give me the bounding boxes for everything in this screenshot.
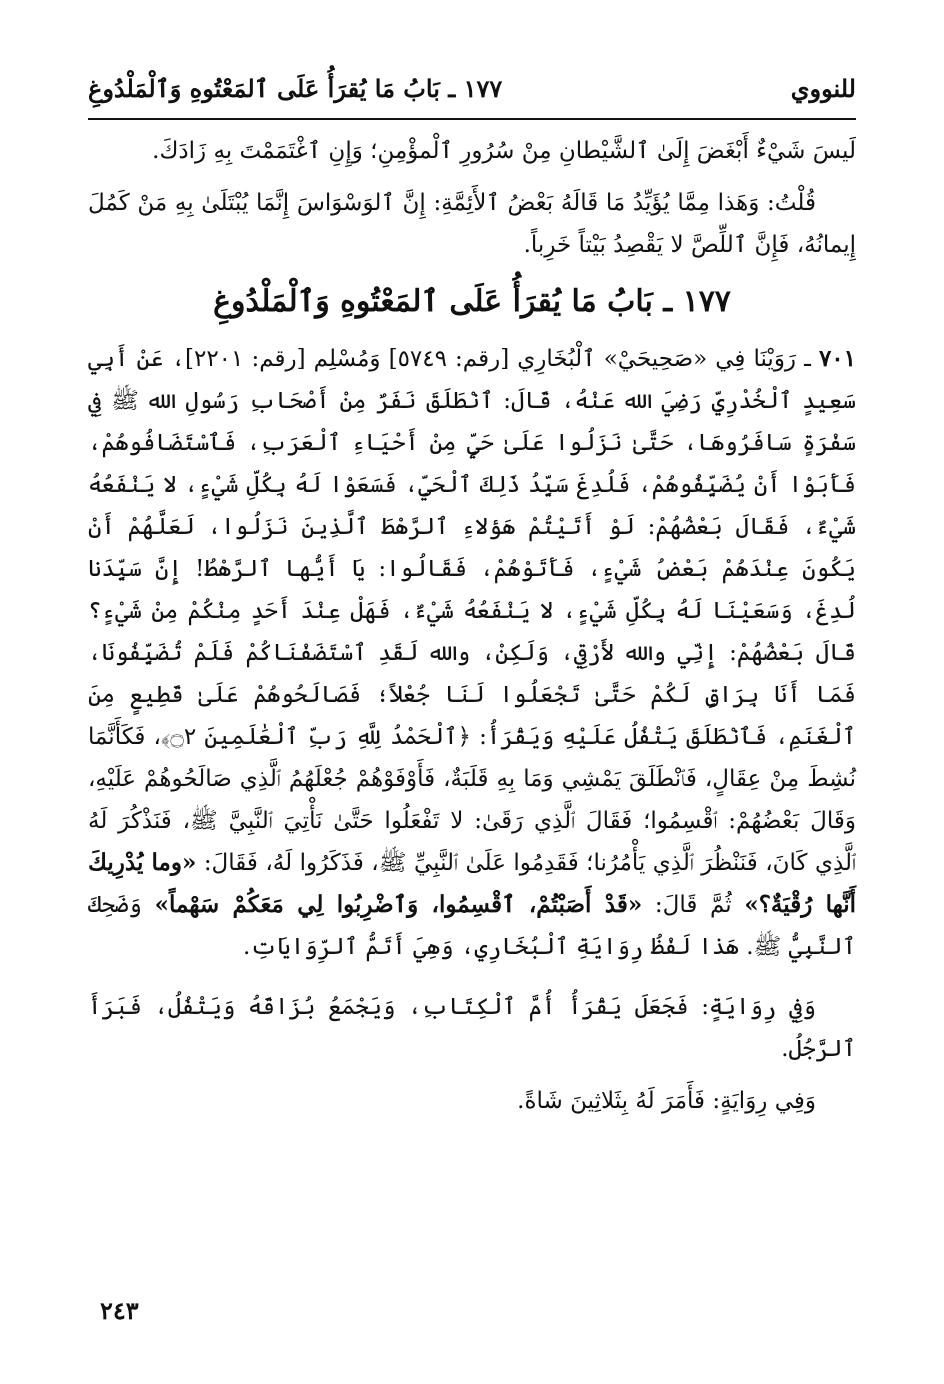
spacer	[88, 1070, 856, 1080]
paragraph-commentary: قُلْتُ: وَهَذا مِمَّا يُؤَيِّدُ مَا قَالَهُ بَعْضُ ٱلأَئِمَّةِ: إِنَّ ٱلوَسْوَاسَ إِنَّمَا يُبْتَلَىٰ بِهِ مَنْ كَمُلَ إِيمانُهُ، فَإِنَّ ٱللِّصَّ لا يَقْصِدُ بَيْتاً خَرِباً.	[88, 190, 856, 258]
header-author: للنووي	[790, 73, 856, 103]
hadith-narration: ـ رَوَيْنَا فِي «صَحِيحَيْ» ٱلْبُخَارِي [رقم: ٥٧٤٩] وَمُسْلِم [رقم: ٢٢٠١]، عَنْ أَبِي سَعِيدٍ ٱلْخُدْرِيِّ رَضِيَ الله عَنْهُ، قَالَ: ٱنْطَلَقَ نَفَرٌ مِنْ أَصْحَابِ رَسُولِ الله ﷺ فِي سَفْرَةٍ سَافَرُوهَا، حَتَّىٰ نَزَلُوا عَلَىٰ حَيٍّ مِنْ أَحْيَاءِ ٱلْعَرَبِ، فَٱسْتَضَافُوهُمْ، فَأَبَوْا أَنْ يُضَيِّفُوهُمْ، فَلُدِغَ سَيِّدُ ذَلِكَ ٱلْحَيِّ، فَسَعَوْا لَهُ بِكُلِّ شَيْءٍ، لا يَنْفَعُهُ شَيْءٌ، فَقَالَ بَعْضُهُمْ: لَوْ أَتَيْتُمْ هَؤلاءِ ٱلرَّهْطَ ٱلَّذِينَ نَزَلُوا، لَعَلَّهُمْ أَنْ يَكُونَ عِنْدَهُمْ بَعْضُ شَيْءٍ، فَأَتَوْهُمْ، فَقَالُوا: يَا أَيُّها ٱلرَّهْطُ! إِنَّ سَيِّدَنا لُدِغَ، وَسَعَيْنَا لَهُ بِكُلِّ شَيْءٍ، لا يَنْفَعُهُ شَيْءٌ، فَهَلْ عِنْدَ أَحَدٍ مِنْكُمْ مِنْ شَيْءٍ؟ قَالَ بَعْضُهُمْ: إِنِّي والله لأَرْقِي، وَلَكِنْ، والله لَقَدِ ٱسْتَضَفْنَاكُمْ فَلَمْ تُضَيِّفُونَا، فَمَا أَنَا بِرَاقٍ لَكُمْ حَتَّىٰ تَجْعَلُوا لَنَا جُعْلاً؛ فَصَالَحُوهُمْ عَلَىٰ قَطِيعٍ مِنَ ٱلْغَنَمِ، فَٱنْطَلَقَ يَتْفُلُ عَلَيْهِ وَيَقْرَأُ: ﴿ٱلْحَمْدُ لِلَّهِ رَبِّ ٱلْعَٰلَمِينَ ۝٢﴾، فَكَأَنَّمَا نُشِطَ مِنْ عِقَالٍ، فَٱنْطَلَقَ يَمْشِي وَمَا بِهِ قَلَبَةٌ، فَأَوْفَوْهُمْ جُعْلَهُمُ ٱلَّذِي صَالَحُوهُمْ عَلَيْهِ، وَقَالَ بَعْضُهُمْ: ٱقْسِمُوا؛ فَقَالَ ٱلَّذِي رَقَىٰ: لا تَفْعَلُوا حَتَّىٰ نَأْتِيَ ٱلنَّبِيَّ ﷺ، فَنَذْكُرَ لَهُ ٱلَّذِي كَانَ، فَنَنْظُرَ ٱلَّذِي يَأْمُرُنا؛ فَقَدِمُوا عَلَىٰ ٱلنَّبِيِّ ﷺ، فَذَكَرُوا لَهُ، فَقَالَ:	[88, 346, 856, 876]
hadith-connector: ثُمَّ قَالَ:	[654, 892, 732, 918]
hadith-paragraph	[88, 338, 856, 968]
page-number: ٢٤٣	[100, 1296, 139, 1325]
prophet-quote-1: «وما يُدْرِيكَ أَنَّها رُقْيَةٌ؟»	[88, 849, 857, 918]
hadith-number: ٧٠١	[818, 345, 856, 372]
spacer	[88, 968, 856, 986]
paragraph-continuation: لَيسَ شَيْءٌ أَبْغَضَ إِلَىٰ ٱلشَّيْطانِ مِنْ سُرُورِ ٱلْمؤْمِنِ؛ وَإِنِ ٱغْتَمَمْتَ بِهِ زَادَكَ.	[152, 138, 856, 164]
hadith-ending: وَضَحِكَ ٱلنَّبِيُّ ﷺ. هَذا لَفْظُ رِوَايَةِ ٱلْبُخَارِي، وَهِيَ أَتَمُّ ٱلرِّوَايَاتِ.	[88, 892, 856, 960]
riwaya-paragraph-2: وَفِي رِوَايَةٍ: فَأَمَرَ لَهُ بِثَلاثِينَ شَاةً.	[517, 1088, 816, 1114]
main-text	[88, 130, 856, 1122]
header-divider	[88, 118, 856, 120]
section-heading: ١٧٧ ـ بَابُ مَا يُقرَأُ عَلَى ٱلمَعْتُوهِ وَٱلْمَلْدُوغِ	[213, 284, 731, 319]
header-chapter-title: ١٧٧ ـ بَابُ مَا يُقرَأُ عَلَى ٱلمَعْتُوهِ وَٱلْمَلْدُوغِ	[88, 73, 503, 103]
spacer	[88, 172, 856, 182]
riwaya-paragraph-1: وَفِي رِوَايَةٍ: فَجَعَلَ يَقْرَأُ أُمَّ ٱلْكِتَابِ، وَيَجْمَعُ بُزَاقَهُ وَيَتْفُلُ، فَبَرَأَ ٱلرَّجُلُ.	[88, 994, 856, 1062]
prophet-quote-2: «قَدْ أَصَبْتُمْ، ٱقْسِمُوا، وَٱضْرِبُوا لِي مَعَكُمْ سَهْماً»	[154, 891, 643, 918]
running-header	[88, 62, 856, 114]
